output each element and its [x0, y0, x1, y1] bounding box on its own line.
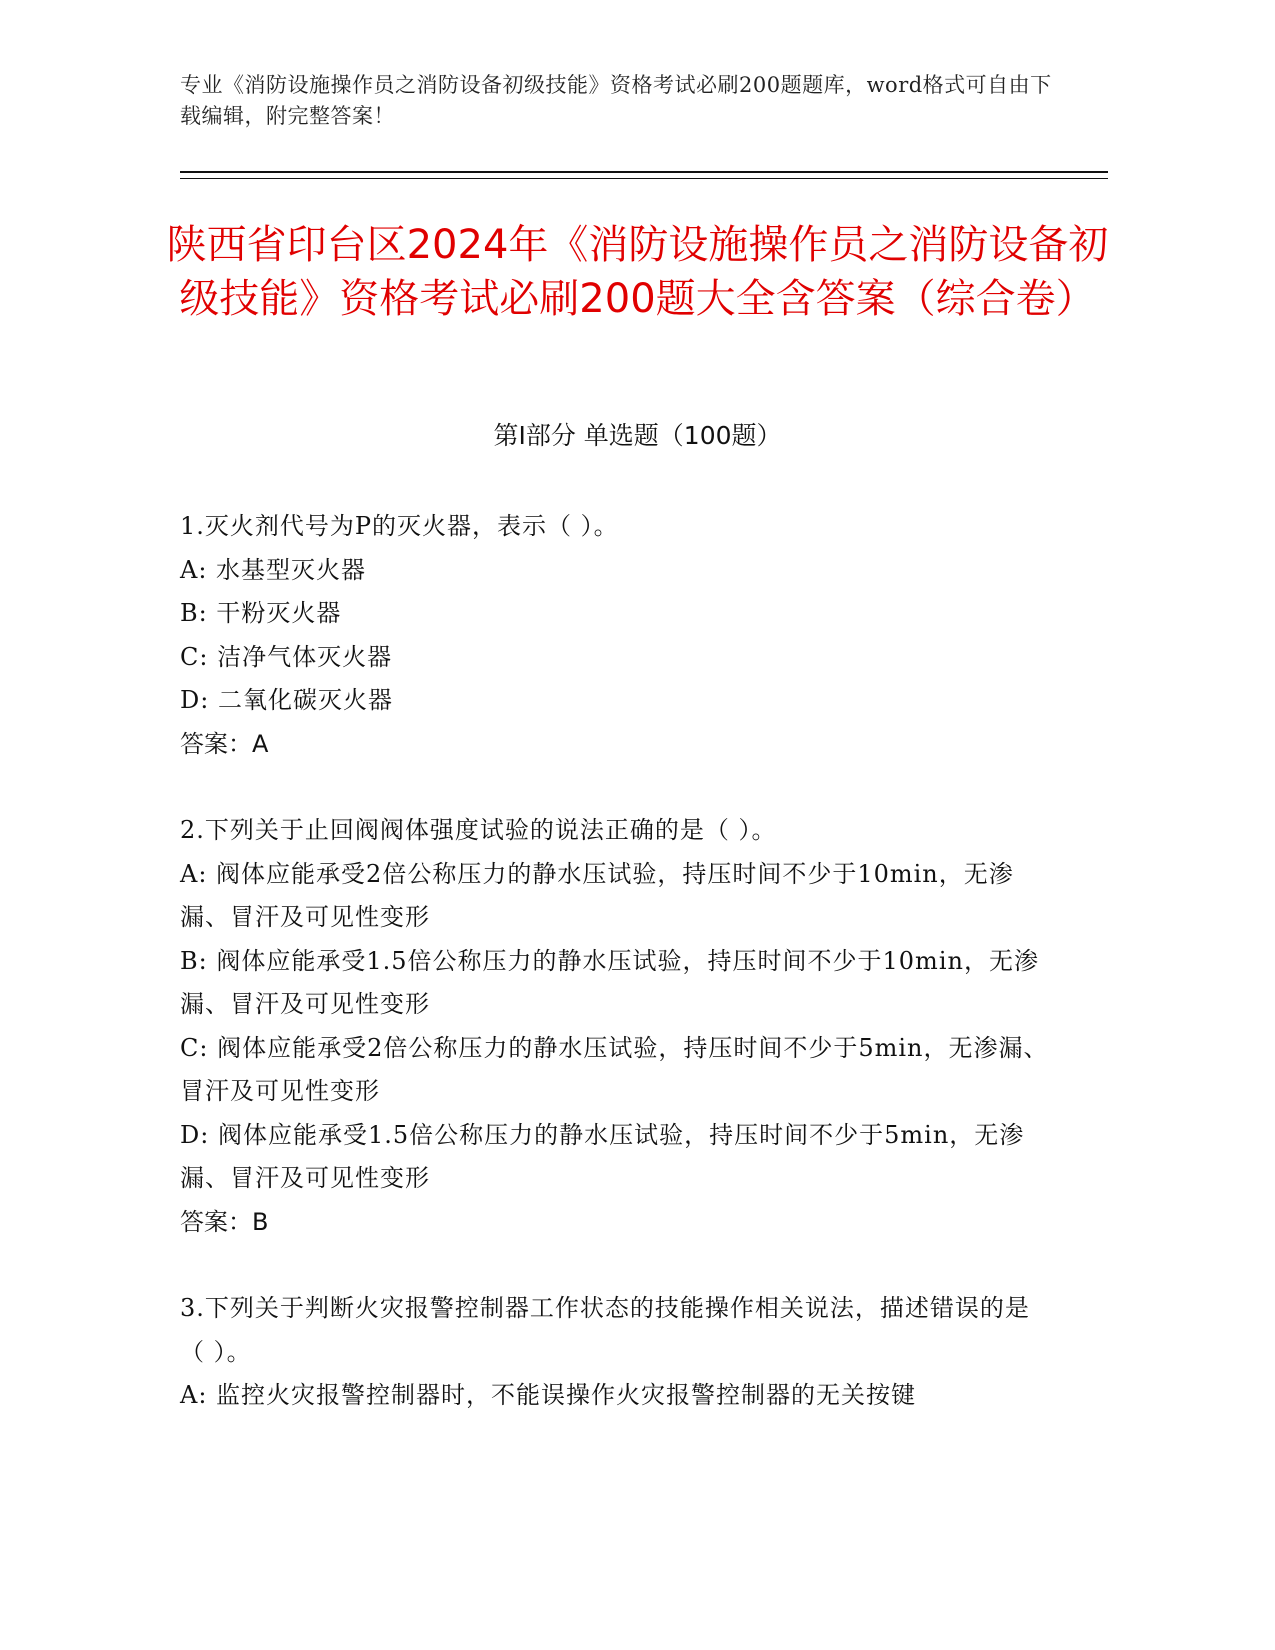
option-d: D: 二氧化碳灭火器 [180, 686, 393, 714]
option-d: D: 阀体应能承受1.5倍公称压力的静水压试验，持压时间不少于5min，无渗漏、冒汗及可见性变形 [180, 1120, 1025, 1192]
header-note: 专业《消防设施操作员之消防设备初级技能》资格考试必刷200题题库，word格式可自由下载编辑，附完整答案！ [180, 73, 1052, 128]
option-b: B: 干粉灭火器 [180, 599, 342, 627]
question-item [180, 1287, 1050, 1418]
option-a: A: 阀体应能承受2倍公称压力的静水压试验，持压时间不少于10min，无渗漏、冒汗及可见性变形 [180, 859, 1014, 931]
answer-value: B [252, 1207, 269, 1236]
option-b: B: 阀体应能承受1.5倍公称压力的静水压试验，持压时间不少于10min，无渗漏、冒汗及可见性变形 [180, 946, 1039, 1018]
option-a: A: 监控火灾报警控制器时，不能误操作火灾报警控制器的无关按键 [180, 1381, 917, 1409]
question-stem: 1.灭火剂代号为P的灭火器，表示（ ）。 [180, 512, 619, 540]
header-divider-thick [180, 171, 1108, 173]
answer-line [180, 723, 1050, 767]
question-item [180, 809, 1050, 1244]
header-divider-thin [180, 178, 1108, 179]
answer-label: 答案： [180, 729, 252, 758]
option-c: C: 阀体应能承受2倍公称压力的静水压试验，持压时间不少于5min，无渗漏、冒汗及可见性变形 [180, 1033, 1049, 1105]
option-c: C: 洁净气体灭火器 [180, 642, 393, 671]
question-stem: 2.下列关于止回阀阀体强度试验的说法正确的是（ ）。 [180, 816, 777, 844]
section-heading: 第I部分 单选题（100题） [493, 421, 782, 450]
answer-label: 答案： [180, 1207, 252, 1236]
answer-value: A [252, 729, 269, 758]
option-a: A: 水基型灭火器 [180, 555, 367, 584]
document-title: 陕西省印台区2024年《消防设施操作员之消防设备初级技能》资格考试必刷200题大全含答案（综合卷） [166, 222, 1109, 322]
answer-line [180, 1201, 1050, 1245]
question-stem: 3.下列关于判断火灾报警控制器工作状态的技能操作相关说法，描述错误的是（ ）。 [180, 1294, 1030, 1366]
question-item [180, 505, 1050, 766]
question-list [180, 505, 1050, 1418]
